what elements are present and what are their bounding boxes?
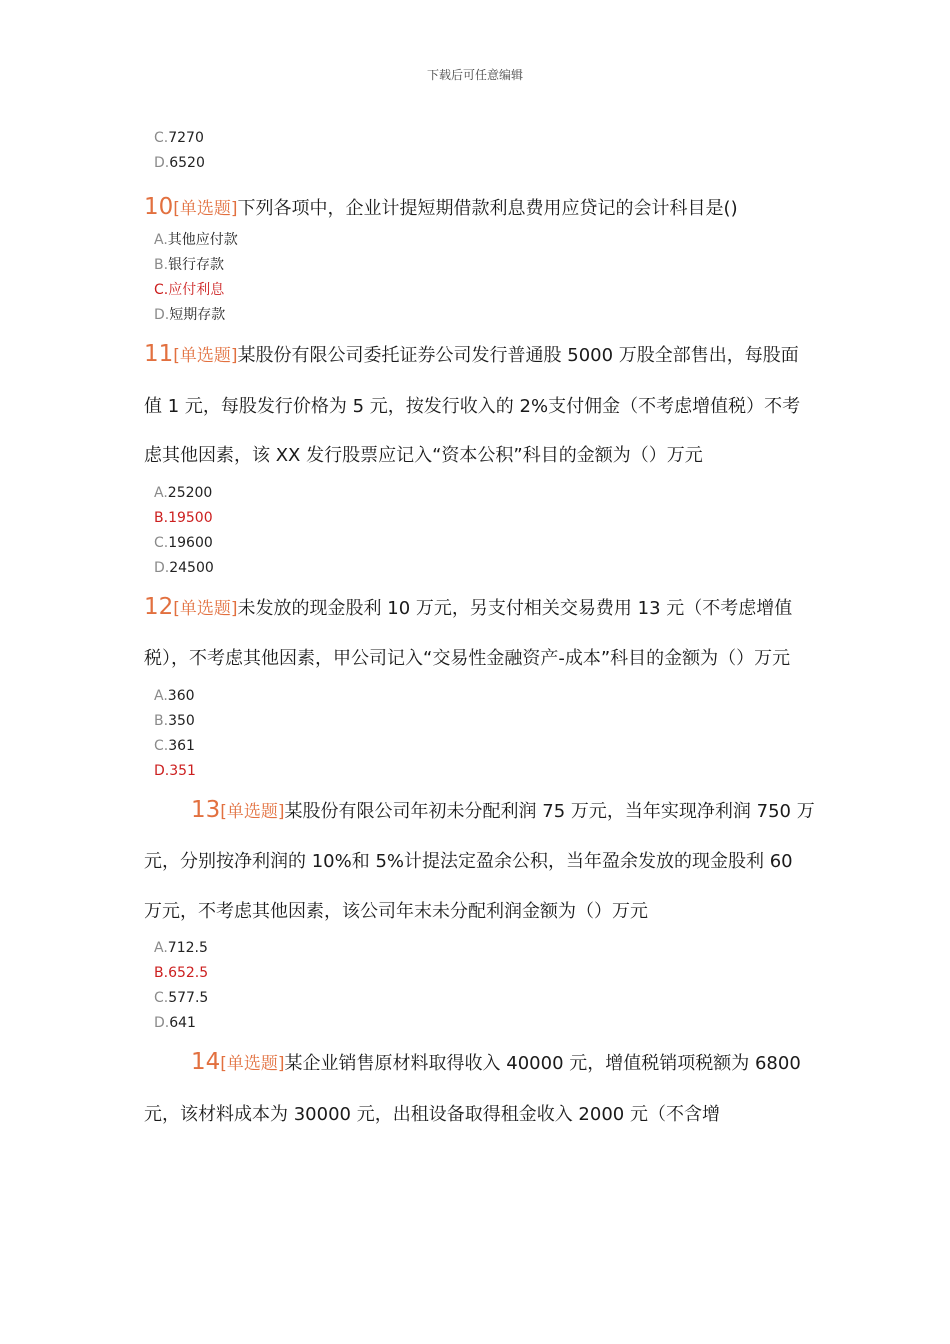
option-c (154, 986, 950, 1011)
option-d (154, 303, 950, 328)
option-c-correct (154, 278, 950, 303)
option-letter: C. (154, 990, 169, 1006)
option-text: 652.5 (168, 965, 209, 981)
question-type-tag: [单选题] (173, 598, 238, 619)
option-text: 7270 (168, 130, 204, 146)
option-letter: A. (154, 484, 168, 501)
question-type-tag: [单选题] (173, 346, 238, 366)
question-text: 某股份有限公司委托证券公司发行普通股 5000 万股全部售出，每股面值 1 元，每股发行价格为 5 元，按发行收入的 2%支付佣金（不考虑增值税）不考虑其他因素，该 XX 发行股票应记入“资本公积”科目的金额为（）万元 (144, 345, 801, 466)
option-letter: B. (154, 257, 169, 273)
question-13 (144, 786, 816, 937)
option-d (154, 151, 950, 176)
question-type-tag: [单选题] (220, 1054, 285, 1074)
option-letter: B. (154, 509, 169, 526)
option-text: 24500 (169, 559, 214, 576)
option-letter: D. (154, 1015, 170, 1031)
option-letter: C. (154, 534, 169, 551)
option-letter: D. (154, 559, 170, 576)
question-10 (144, 192, 816, 224)
option-d-correct (154, 759, 950, 784)
option-letter: A. (154, 940, 168, 956)
option-text: 银行存款 (168, 257, 225, 273)
option-text: 350 (168, 712, 195, 729)
option-text: 应付利息 (168, 282, 225, 298)
question-type-tag: [单选题] (173, 199, 238, 219)
question-number: 11 (144, 341, 174, 367)
question-number: 13 (191, 796, 221, 823)
option-letter: B. (154, 712, 169, 729)
option-c (154, 126, 950, 151)
question-12 (144, 583, 816, 684)
option-letter: C. (154, 282, 169, 298)
question-11 (144, 330, 816, 481)
option-text: 短期存款 (169, 307, 226, 323)
option-b (154, 709, 950, 734)
page-header: 下载后可任意编辑 (426, 68, 523, 82)
option-letter: A. (154, 687, 168, 704)
option-b (154, 253, 950, 278)
option-d (154, 556, 950, 581)
option-text: 6520 (169, 155, 205, 171)
option-b-correct (154, 506, 950, 531)
option-c (154, 531, 950, 556)
option-a (154, 936, 950, 961)
option-text: 其他应付款 (167, 232, 238, 248)
option-a (154, 684, 950, 709)
option-a (154, 481, 950, 506)
option-text: 712.5 (167, 940, 208, 956)
option-text: 351 (169, 762, 196, 779)
question-list (0, 126, 950, 1139)
option-d (154, 1011, 950, 1036)
option-text: 360 (167, 687, 195, 704)
option-c (154, 734, 950, 759)
question-number: 12 (144, 593, 174, 620)
question-text: 未发放的现金股利 10 万元，另支付相关交易费用 13 元（不考虑增值税），不考虑其他因素，甲公司记入“交易性金融资产-成本”科目的金额为（）万元 (144, 597, 793, 669)
option-letter: B. (154, 965, 169, 981)
option-b-correct (154, 961, 950, 986)
option-letter: C. (154, 130, 169, 146)
question-text: 某股份有限公司年初未分配利润 75 万元，当年实现净利润 750 万元，分别按净利润的 10%和 5%计提法定盈余公积，当年盈余发放的现金股利 60 万元，不考虑其他因素，该公司年末未分配利润金额为（）万元 (144, 800, 815, 922)
question-text: 某企业销售原材料取得收入 40000 元，增值税销项税额为 6800 元，该材料成本为 30000 元，出租设备取得租金收入 2000 元（不含增 (144, 1053, 801, 1125)
question-14 (144, 1038, 816, 1139)
question-type-tag: [单选题] (220, 801, 285, 822)
question-number: 10 (144, 194, 174, 220)
question-number: 14 (191, 1049, 221, 1075)
option-letter: D. (154, 762, 170, 779)
option-letter: C. (154, 737, 169, 754)
option-letter: D. (154, 155, 170, 171)
option-text: 19500 (168, 509, 213, 526)
option-text: 577.5 (168, 990, 209, 1006)
question-text: 下列各项中，企业计提短期借款利息费用应贷记的会计科目是() (237, 198, 738, 219)
option-letter: D. (154, 307, 170, 323)
option-a (154, 228, 950, 253)
option-text: 25200 (167, 484, 213, 501)
option-text: 361 (168, 737, 195, 754)
option-text: 19600 (168, 534, 213, 551)
option-letter: A. (154, 232, 168, 248)
option-text: 641 (169, 1015, 196, 1031)
